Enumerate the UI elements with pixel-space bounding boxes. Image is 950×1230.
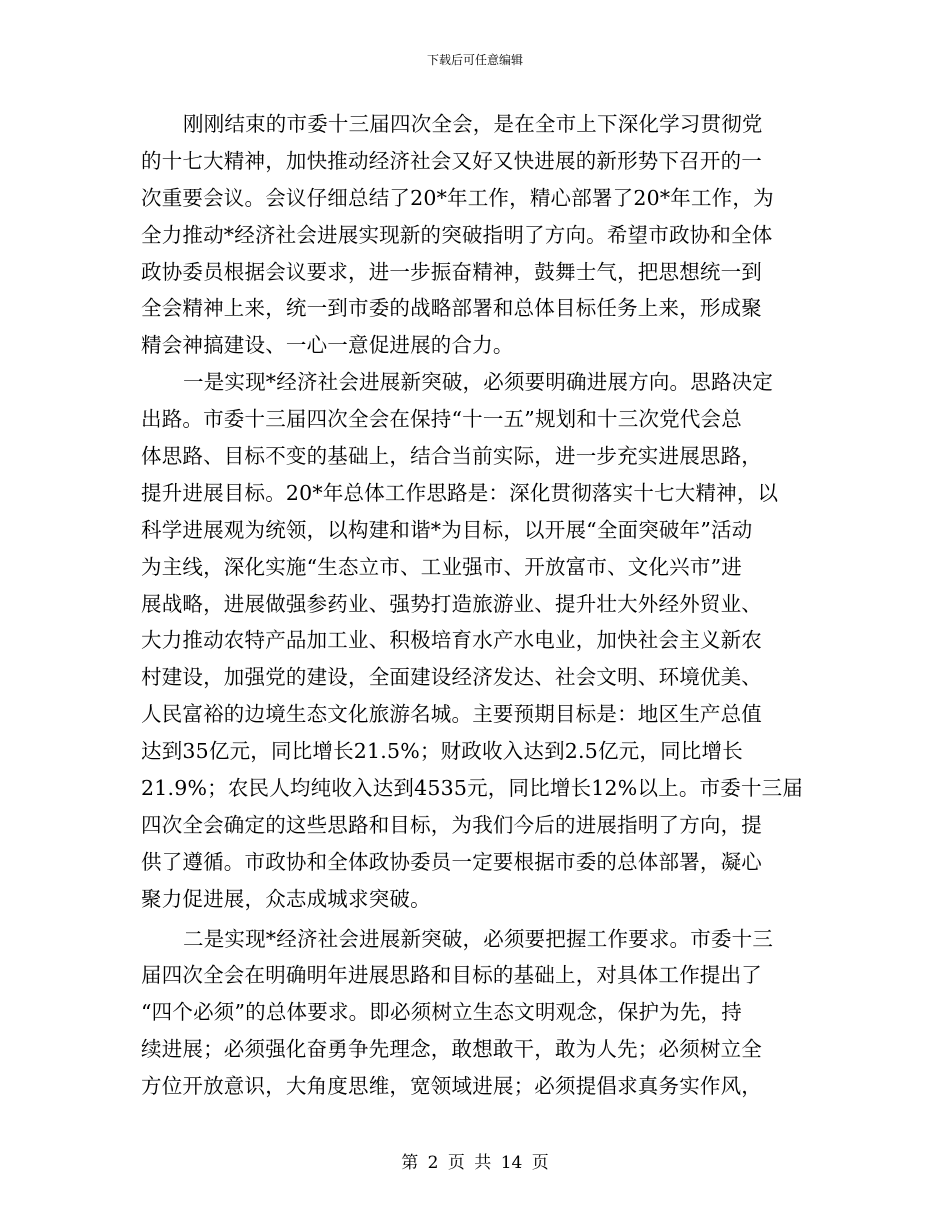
- text-line: 续进展；必须强化奋勇争先理念，敢想敢干，敢为人先；必须树立全: [141, 1037, 762, 1062]
- text-line: 人民富裕的边境生态文化旅游名城。主要预期目标是：地区生产总值: [141, 702, 762, 727]
- text-line: 供了遵循。市政协和全体政协委员一定要根据市委的总体部署，凝心: [141, 849, 762, 874]
- text-line: 科学进展观为统领，以构建和谐*为目标，以开展“全面突破年”活动: [141, 517, 753, 542]
- text-line: 达到35亿元，同比增长21.5%；财政收入达到2.5亿元，同比增长: [141, 739, 743, 764]
- text-line: 大力推动农特产品加工业、积极培育水产水电业，加快社会主义新农: [141, 628, 762, 653]
- current-page-number: 2: [427, 1153, 439, 1173]
- text-line: 提升进展目标。20*年总体工作思路是：深化贯彻落实十七大精神，以: [141, 480, 779, 505]
- text-line: 四次全会确定的这些思路和目标，为我们今后的进展指明了方向，提: [141, 812, 762, 837]
- text-line: 聚力促进展，众志成城求突破。: [141, 886, 431, 911]
- text-line: 出路。市委十三届四次全会在保持“十一五”规划和十三次党代会总: [141, 407, 742, 432]
- footer-label-suffix: 页: [531, 1153, 549, 1173]
- text-line: 政协委员根据会议要求，进一步振奋精神，鼓舞士气，把思想统一到: [141, 259, 762, 284]
- total-page-count: 14: [500, 1153, 523, 1173]
- footer-label-page: 页: [447, 1153, 465, 1173]
- text-line: 精会神搞建设、一心一意促进展的合力。: [141, 333, 514, 358]
- text-line: 21.9%；农民人均纯收入达到4535元，同比增长12%以上。市委十三届: [141, 776, 804, 801]
- page-number-footer: [0, 1151, 950, 1175]
- text-line: 体思路、目标不变的基础上，结合当前实际，进一步充实进展思路，: [141, 444, 762, 469]
- text-line: 村建设，加强党的建设，全面建设经济发达、社会文明、环境优美、: [141, 665, 762, 690]
- document-body: [141, 106, 809, 1105]
- text-line: 届四次全会在明确明年进展思路和目标的基础上，对具体工作提出了: [141, 963, 762, 988]
- text-line: 展战略，进展做强参药业、强势打造旅游业、提升壮大外经外贸业、: [141, 591, 762, 616]
- text-line: 方位开放意识，大角度思维，宽领域进展；必须提倡求真务实作风，: [141, 1074, 762, 1099]
- text-line: “四个必须”的总体要求。即必须树立生态文明观念，保护为先，持: [141, 1000, 742, 1025]
- text-line: 次重要会议。会议仔细总结了20*年工作，精心部署了20*年工作，为: [141, 185, 774, 210]
- paragraph-2: [141, 364, 809, 917]
- text-line: 刚刚结束的市委十三届四次全会，是在全市上下深化学习贯彻党: [183, 112, 763, 136]
- footer-label-total: 共: [474, 1153, 492, 1173]
- text-line: 二是实现*经济社会进展新突破，必须要把握工作要求。市委十三: [183, 926, 774, 951]
- footer-label-prefix: 第: [401, 1153, 419, 1173]
- page-header-note: 下载后可任意编辑: [426, 53, 523, 67]
- text-line: 的十七大精神，加快推动经济社会又好又快进展的新形势下召开的一: [141, 148, 762, 173]
- paragraph-1: [141, 106, 809, 364]
- text-line: 全会精神上来，统一到市委的战略部署和总体目标任务上来，形成聚: [141, 296, 762, 321]
- text-line: 为主线，深化实施“生态立市、工业强市、开放富市、文化兴市”进: [141, 554, 742, 579]
- paragraph-3: [141, 921, 809, 1105]
- text-line: 全力推动*经济社会进展实现新的突破指明了方向。希望市政协和全体: [141, 222, 773, 247]
- text-line: 一是实现*经济社会进展新突破，必须要明确进展方向。思路决定: [183, 370, 774, 395]
